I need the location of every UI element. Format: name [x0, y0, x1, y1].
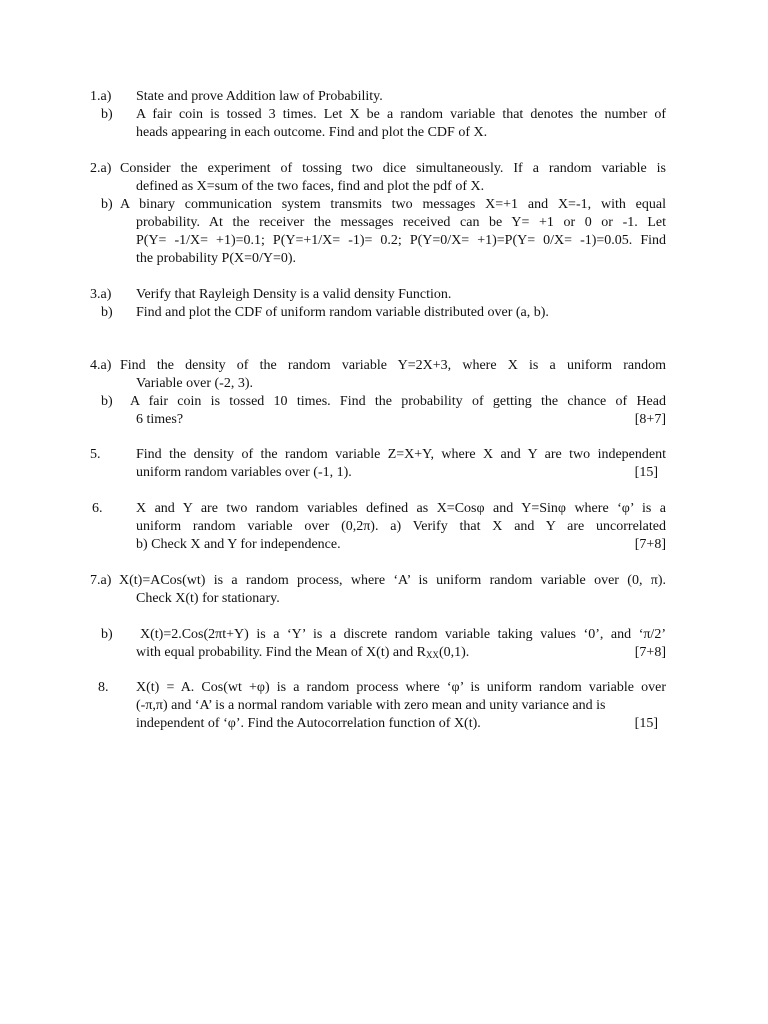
q8-text-line3: independent of ‘φ’. Find the Autocorrelation function of X(t). — [136, 716, 481, 731]
q2b-text-line2: probability. At the receiver the messages received can be Y= +1 or 0 or -1. Let — [136, 215, 666, 230]
q2b-text-line1: A binary communication system transmits two messages X=+1 and X=-1, with equal — [120, 197, 666, 212]
q6-text-line1: X and Y are two random variables defined as X=Cosφ and Y=Sinφ where ‘φ’ is a — [136, 501, 666, 516]
q3b-number: b) — [101, 305, 113, 320]
q1a-text: State and prove Addition law of Probability. — [136, 89, 383, 104]
q6-marks: [7+8] — [634, 537, 666, 552]
q4b-text-line1: A fair coin is tossed 10 times. Find the probability of getting the chance of Head — [130, 394, 666, 409]
q5-marks: [15] — [634, 465, 658, 480]
q6-number: 6. — [92, 501, 103, 516]
q7b-text-line2-b: (0,1). — [438, 645, 470, 660]
q2a-number: 2.a) — [90, 161, 112, 176]
q7-marks: [7+8] — [634, 645, 666, 660]
q8-number: 8. — [98, 680, 109, 695]
q4b-number: b) — [101, 394, 113, 409]
q7b-subscript: XX — [425, 650, 439, 660]
q1b-text-line2: heads appearing in each outcome. Find and plot the CDF of X. — [136, 125, 488, 140]
q2a-text-line2: defined as X=sum of the two faces, find and plot the pdf of X. — [136, 179, 485, 194]
q5-number: 5. — [90, 447, 101, 462]
q4a-text-line1: Find the density of the random variable Y=2X+3, where X is a uniform random — [120, 358, 666, 373]
q5-text-line2: uniform random variables over (-1, 1). — [136, 465, 352, 480]
q7a-text-line1: X(t)=ACos(wt) is a random process, where ‘A’ is uniform random variable over (0, π). — [119, 573, 666, 588]
q5-text-line1: Find the density of the random variable Z=X+Y, where X and Y are two independent — [136, 447, 666, 462]
q4a-text-line2: Variable over (-2, 3). — [136, 376, 254, 391]
q7b-text-line2-a: with equal probability. Find the Mean of X(t) and R — [136, 645, 426, 660]
q2b-number: b) — [101, 197, 113, 212]
q4b-text-line2: 6 times? — [136, 412, 184, 427]
q7b-number: b) — [101, 627, 113, 642]
q7a-text-line2: Check X(t) for stationary. — [136, 591, 280, 606]
q8-text-line1: X(t) = A. Cos(wt +φ) is a random process where ‘φ’ is uniform random variable over — [136, 680, 666, 695]
q2b-text-line3: P(Y= -1/X= +1)=0.1; P(Y=+1/X= -1)= 0.2; P(Y=0/X= +1)=P(Y= 0/X= -1)=0.05. Find — [136, 233, 666, 248]
q8-marks: [15] — [634, 716, 658, 731]
q3b-text: Find and plot the CDF of uniform random variable distributed over (a, b). — [136, 305, 549, 320]
q4-marks: [8+7] — [634, 412, 666, 427]
q7b-text-line1: X(t)=2.Cos(2πt+Y) is a ‘Y’ is a discrete random variable taking values ‘0’, and ‘π/2’ — [140, 627, 666, 642]
q8-text-line2: (-π,π) and ‘A’ is a normal random variable with zero mean and unity variance and is — [136, 698, 606, 713]
q7a-number: 7.a) — [90, 573, 112, 588]
q1a-number: 1.a) — [90, 89, 112, 104]
q1b-text-line1: A fair coin is tossed 3 times. Let X be a random variable that denotes the number of — [136, 107, 666, 122]
q4a-number: 4.a) — [90, 358, 112, 373]
q1b-number: b) — [101, 107, 113, 122]
q6-text-line3: b) Check X and Y for independence. — [136, 537, 341, 552]
q3a-text: Verify that Rayleigh Density is a valid density Function. — [136, 287, 452, 302]
q3a-number: 3.a) — [90, 287, 112, 302]
q6-text-line2: uniform random variable over (0,2π). a) Verify that X and Y are uncorrelated — [136, 519, 666, 534]
q2b-text-line4: the probability P(X=0/Y=0). — [136, 251, 297, 266]
q2a-text-line1: Consider the experiment of tossing two dice simultaneously. If a random variable is — [120, 161, 666, 176]
